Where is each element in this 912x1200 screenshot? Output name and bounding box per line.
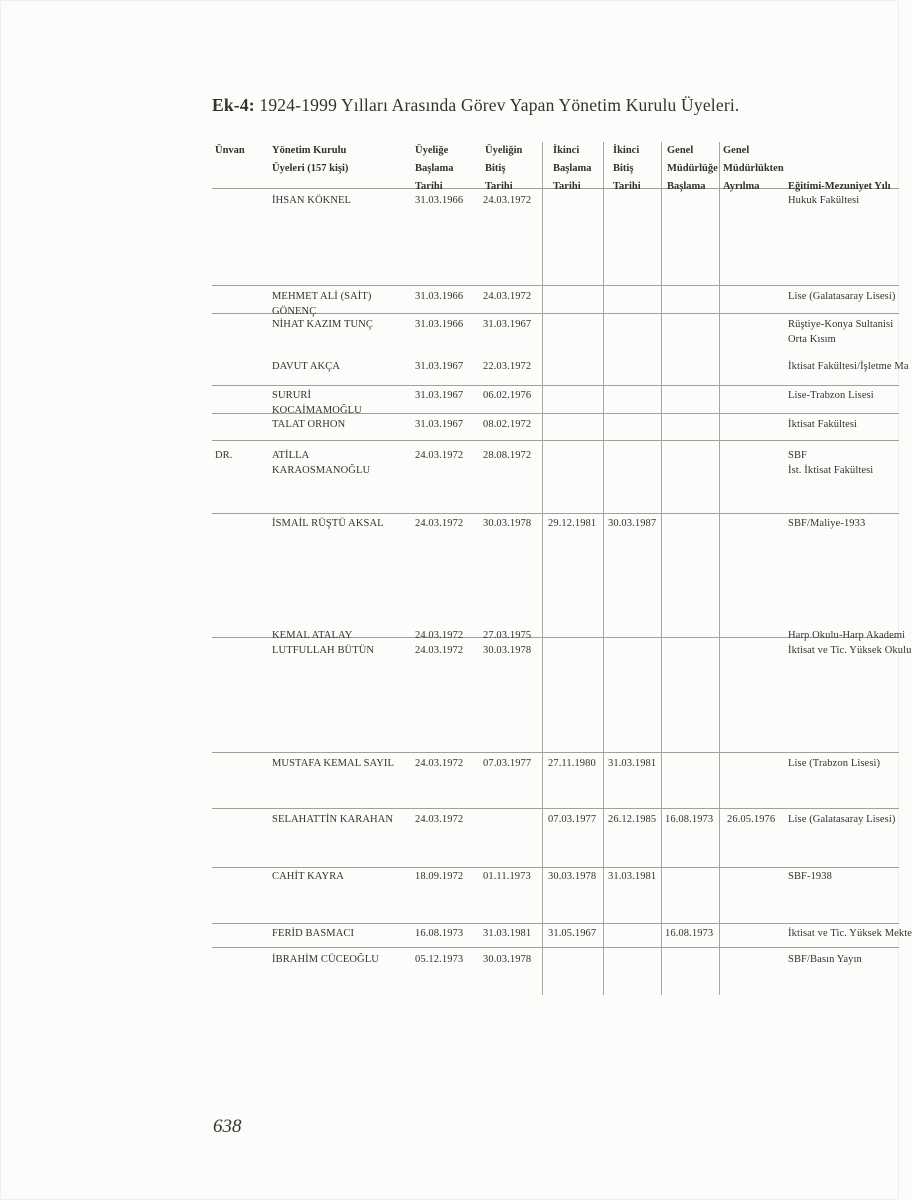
cell-uyeligin-bitis: 31.03.1981 — [483, 928, 532, 939]
row-divider — [212, 808, 899, 809]
cell-uyelige-baslama: 31.03.1967 — [415, 390, 464, 401]
cell-ikinci-baslama: 30.03.1978 — [548, 871, 597, 882]
cell-uyeligin-bitis: 06.02.1976 — [483, 390, 532, 401]
header-uyeler: Yönetim Kurulu Üyeleri (157 kişi) — [272, 145, 349, 174]
cell-name: MEHMET ALİ (SAİT) GÖNENÇ — [272, 291, 372, 317]
cell-uyeligin-bitis: 30.03.1978 — [483, 954, 532, 965]
cell-egitim: İktisat ve Tic. Yüksek Mekte — [788, 928, 912, 939]
header-ikinci-bitis: İkinci Bitiş Tarihi — [613, 145, 641, 192]
column-divider — [542, 142, 543, 995]
cell-egitim: Lise-Trabzon Lisesi — [788, 390, 874, 401]
cell-uyelige-baslama: 24.03.1972 — [415, 645, 464, 656]
cell-uyeligin-bitis: 28.08.1972 — [483, 450, 532, 461]
cell-egitim: İktisat Fakültesi — [788, 419, 858, 430]
header-ikinci-baslama: İkinci Başlama Tarihi — [553, 145, 592, 192]
cell-ikinci-baslama: 29.12.1981 — [548, 518, 597, 529]
cell-name: KEMAL ATALAY — [272, 630, 353, 641]
row-divider — [212, 440, 899, 441]
header-uyeligin-bitis: Üyeliğin Bitiş Tarihi — [485, 145, 523, 192]
row-divider — [212, 513, 899, 514]
cell-name: İHSAN KÖKNEL — [272, 195, 352, 206]
cell-ikinci-baslama: 31.05.1967 — [548, 928, 597, 939]
cell-uyelige-baslama: 31.03.1967 — [415, 361, 464, 372]
cell-name: CAHİT KAYRA — [272, 871, 344, 882]
cell-name: ATİLLA KARAOSMANOĞLU — [272, 450, 371, 476]
cell-uyelige-baslama: 31.03.1967 — [415, 419, 464, 430]
column-divider — [603, 142, 604, 995]
row-divider — [212, 867, 899, 868]
cell-name: NİHAT KAZIM TUNÇ — [272, 319, 373, 330]
cell-ikinci-bitis: 31.03.1981 — [608, 871, 657, 882]
cell-uyelige-baslama: 24.03.1972 — [415, 518, 464, 529]
cell-egitim: Lise (Galatasaray Lisesi) — [788, 814, 896, 825]
header-gm-baslama: Genel Müdürlüğe Başlama — [667, 145, 718, 192]
page-number: 638 — [213, 1116, 242, 1137]
cell-uyelige-baslama: 24.03.1972 — [415, 450, 464, 461]
cell-egitim: SBF-1938 — [788, 871, 832, 882]
row-divider — [212, 947, 899, 948]
cell-egitim: İktisat Fakültesi/İşletme Ma — [788, 361, 909, 372]
cell-uyeligin-bitis: 30.03.1978 — [483, 518, 532, 529]
header-uyelige-baslama: Üyeliğe Başlama Tarihi — [415, 145, 454, 192]
cell-ikinci-baslama: 07.03.1977 — [548, 814, 597, 825]
cell-egitim: Rüştiye-Konya Sultanisi Orta Kısım — [788, 319, 894, 345]
row-divider — [212, 752, 899, 753]
cell-uyelige-baslama: 31.03.1966 — [415, 195, 464, 206]
cell-uyelige-baslama: 16.08.1973 — [415, 928, 464, 939]
cell-uyelige-baslama: 31.03.1966 — [415, 291, 464, 302]
cell-gm-ayrilma: 26.05.1976 — [727, 814, 776, 825]
cell-uyeligin-bitis: 30.03.1978 — [483, 645, 532, 656]
cell-uyeligin-bitis: 08.02.1972 — [483, 419, 532, 430]
cell-uyeligin-bitis: 24.03.1972 — [483, 195, 532, 206]
cell-egitim: Lise (Galatasaray Lisesi) — [788, 291, 896, 302]
page-title — [212, 95, 740, 116]
cell-gm-baslama: 16.08.1973 — [665, 814, 714, 825]
cell-uyeligin-bitis: 24.03.1972 — [483, 291, 532, 302]
cell-unvan: DR. — [215, 450, 233, 461]
header-gm-ayrilma: Genel Müdürlükten Ayrılma — [723, 145, 784, 192]
cell-egitim: SBF İst. İktisat Fakültesi — [788, 450, 874, 476]
cell-uyelige-baslama: 18.09.1972 — [415, 871, 464, 882]
row-divider — [212, 923, 899, 924]
cell-uyeligin-bitis: 31.03.1967 — [483, 319, 532, 330]
cell-egitim: Hukuk Fakültesi — [788, 195, 860, 206]
cell-uyeligin-bitis: 22.03.1972 — [483, 361, 532, 372]
cell-uyeligin-bitis: 01.11.1973 — [483, 871, 531, 882]
cell-name: SELAHATTİN KARAHAN — [272, 814, 394, 825]
cell-egitim: SBF/Basın Yayın — [788, 954, 862, 965]
cell-uyelige-baslama: 31.03.1966 — [415, 319, 464, 330]
row-divider — [212, 285, 899, 286]
cell-uyelige-baslama: 05.12.1973 — [415, 954, 464, 965]
cell-uyelige-baslama: 24.03.1972 — [415, 814, 464, 825]
cell-uyelige-baslama: 24.03.1972 — [415, 758, 464, 769]
cell-egitim: Harp Okulu-Harp Akademi — [788, 630, 906, 641]
board-members-table — [212, 140, 912, 1000]
header-unvan: Ünvan — [215, 145, 245, 156]
cell-name: MUSTAFA KEMAL SAYIL — [272, 758, 395, 769]
cell-name: DAVUT AKÇA — [272, 361, 340, 372]
cell-uyelige-baslama: 24.03.1972 — [415, 630, 464, 641]
cell-ikinci-bitis: 31.03.1981 — [608, 758, 657, 769]
cell-uyeligin-bitis: 27.03.1975 — [483, 630, 532, 641]
cell-name: SURURİ KOCAİMAMOĞLU — [272, 390, 362, 416]
cell-ikinci-bitis: 26.12.1985 — [608, 814, 657, 825]
title-prefix: Ek-4: — [212, 95, 255, 115]
cell-egitim: İktisat ve Tic. Yüksek Okulu — [788, 645, 912, 656]
cell-name: TALAT ORHON — [272, 419, 346, 430]
cell-name: İSMAİL RÜŞTÜ AKSAL — [272, 518, 384, 529]
title-text: 1924-1999 Yılları Arasında Görev Yapan Yönetim Kurulu Üyeleri. — [254, 95, 740, 115]
cell-egitim: Lise (Trabzon Lisesi) — [788, 758, 881, 769]
cell-name: FERİD BASMACI — [272, 928, 355, 939]
cell-ikinci-bitis: 30.03.1987 — [608, 518, 657, 529]
column-divider — [719, 142, 720, 995]
cell-name: İBRAHİM CÜCEOĞLU — [272, 954, 379, 965]
cell-ikinci-baslama: 27.11.1980 — [548, 758, 596, 769]
cell-uyeligin-bitis: 07.03.1977 — [483, 758, 532, 769]
header-egitim: Eğitimi-Mezuniyet Yılı — [788, 181, 891, 192]
cell-egitim: SBF/Maliye-1933 — [788, 518, 866, 529]
cell-gm-baslama: 16.08.1973 — [665, 928, 714, 939]
row-divider — [212, 385, 899, 386]
column-divider — [661, 142, 662, 995]
cell-name: LUTFULLAH BÜTÜN — [272, 645, 375, 656]
